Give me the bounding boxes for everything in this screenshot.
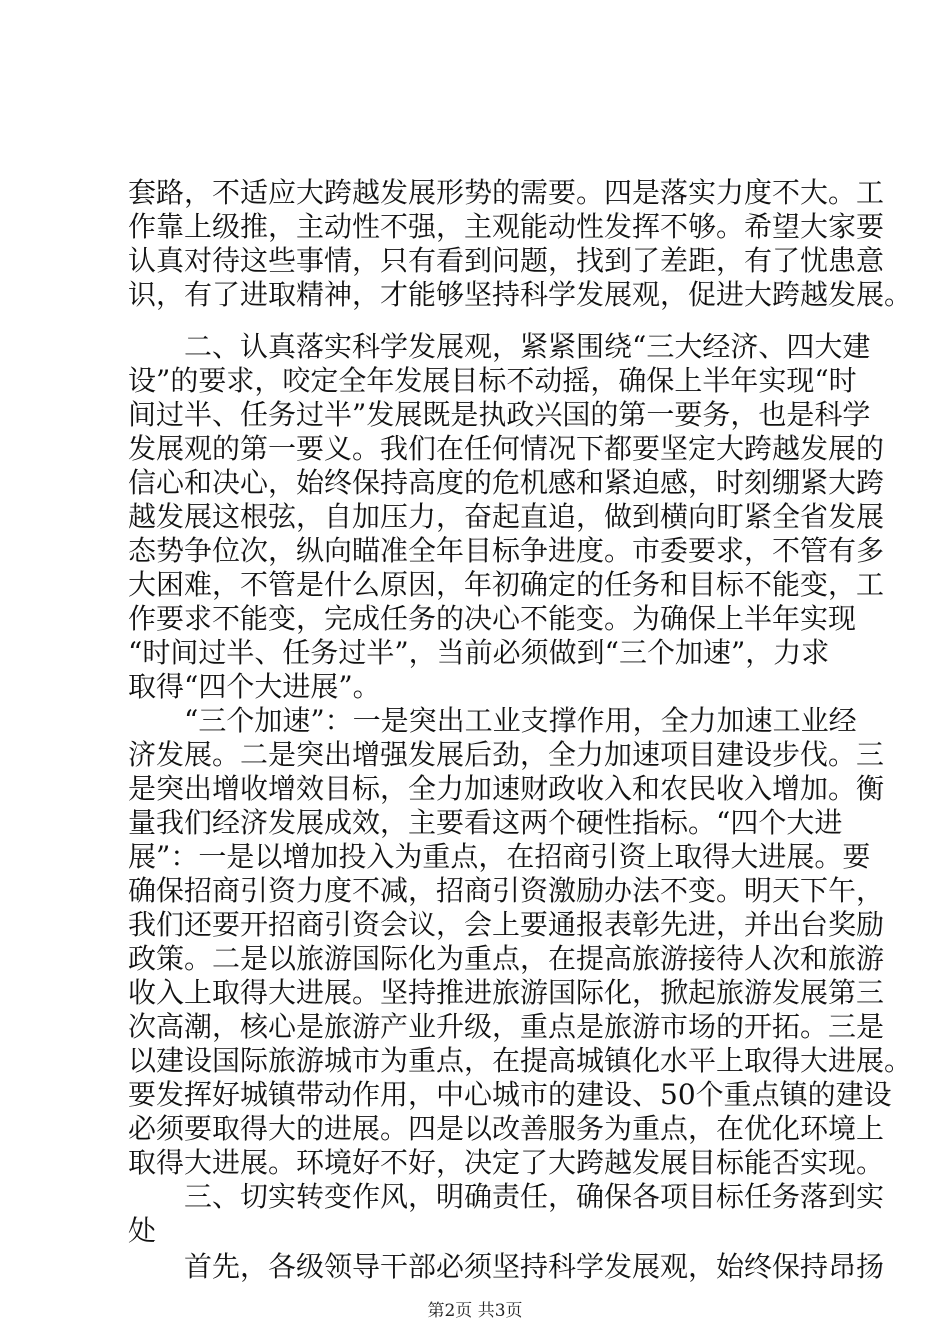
text-line: 要发挥好城镇带动作用，中心城市的建设、50个重点镇的建设 [128, 1078, 892, 1111]
text-line: 确保招商引资力度不减，招商引资激励办法不变。明天下午， [128, 874, 885, 907]
text-line: 识，有了进取精神，才能够坚持科学发展观，促进大跨越发展。 [128, 278, 913, 311]
text-line: 作要求不能变，完成任务的决心不能变。为确保上半年实现 [128, 602, 857, 635]
section-heading-line: 二、认真落实科学发展观，紧紧围绕“三大经济、四大建 [184, 330, 871, 363]
text-line: 济发展。二是突出增强发展后劲，全力加速项目建设步伐。三 [128, 738, 885, 771]
text-line: 间过半、任务过半”发展既是执政兴国的第一要务，也是科学 [128, 398, 871, 431]
paragraph-start-line: 首先，各级领导干部必须坚持科学发展观，始终保持昂扬 [184, 1250, 885, 1283]
text-line: 收入上取得大进展。坚持推进旅游国际化，掀起旅游发展第三 [128, 976, 885, 1009]
text-line: “时间过半、任务过半”，当前必须做到“三个加速”，力求 [128, 636, 830, 669]
text-line: 必须要取得大的进展。四是以改善服务为重点，在优化环境上 [128, 1112, 885, 1145]
text-line: 发展观的第一要义。我们在任何情况下都要坚定大跨越发展的 [128, 432, 885, 465]
text-line: 次高潮，核心是旅游产业升级，重点是旅游市场的开拓。三是 [128, 1010, 885, 1043]
text-line: 取得“四个大进展”。 [128, 670, 381, 703]
text-line: 态势争位次，纵向瞄准全年目标争进度。市委要求，不管有多 [128, 534, 885, 567]
text-line: 大困难，不管是什么原因，年初确定的任务和目标不能变，工 [128, 568, 885, 601]
text-line: 量我们经济发展成效，主要看这两个硬性指标。“四个大进 [128, 806, 843, 839]
section-heading-line: 三、切实转变作风，明确责任，确保各项目标任务落到实 [184, 1180, 885, 1213]
text-line: 以建设国际旅游城市为重点，在提高城镇化水平上取得大进展。 [128, 1044, 913, 1077]
text-line: 取得大进展。环境好不好，决定了大跨越发展目标能否实现。 [128, 1146, 885, 1179]
text-line: 政策。二是以旅游国际化为重点，在提高旅游接待人次和旅游 [128, 942, 885, 975]
text-line: 认真对待这些事情，只有看到问题，找到了差距，有了忧患意 [128, 244, 885, 277]
text-line: 作靠上级推，主动性不强，主观能动性发挥不够。希望大家要 [128, 210, 885, 243]
paragraph-start-line: “三个加速”：一是突出工业支撑作用，全力加速工业经 [184, 704, 857, 737]
text-line: 是突出增收增效目标，全力加速财政收入和农民收入增加。衡 [128, 772, 885, 805]
text-line: 处 [128, 1214, 157, 1247]
text-line: 套路，不适应大跨越发展形势的需要。四是落实力度不大。工 [128, 176, 885, 209]
text-line: 信心和决心，始终保持高度的危机感和紧迫感，时刻绷紧大跨 [128, 466, 885, 499]
text-line: 我们还要开招商引资会议，会上要通报表彰先进，并出台奖励 [128, 908, 885, 941]
text-line: 越发展这根弦，自加压力，奋起直追，做到横向盯紧全省发展 [128, 500, 885, 533]
page-footer: 第2页 共3页 [427, 1301, 523, 1321]
text-line: 设”的要求，咬定全年发展目标不动摇，确保上半年实现“时 [128, 364, 857, 397]
text-line: 展”：一是以增加投入为重点，在招商引资上取得大进展。要 [128, 840, 871, 873]
